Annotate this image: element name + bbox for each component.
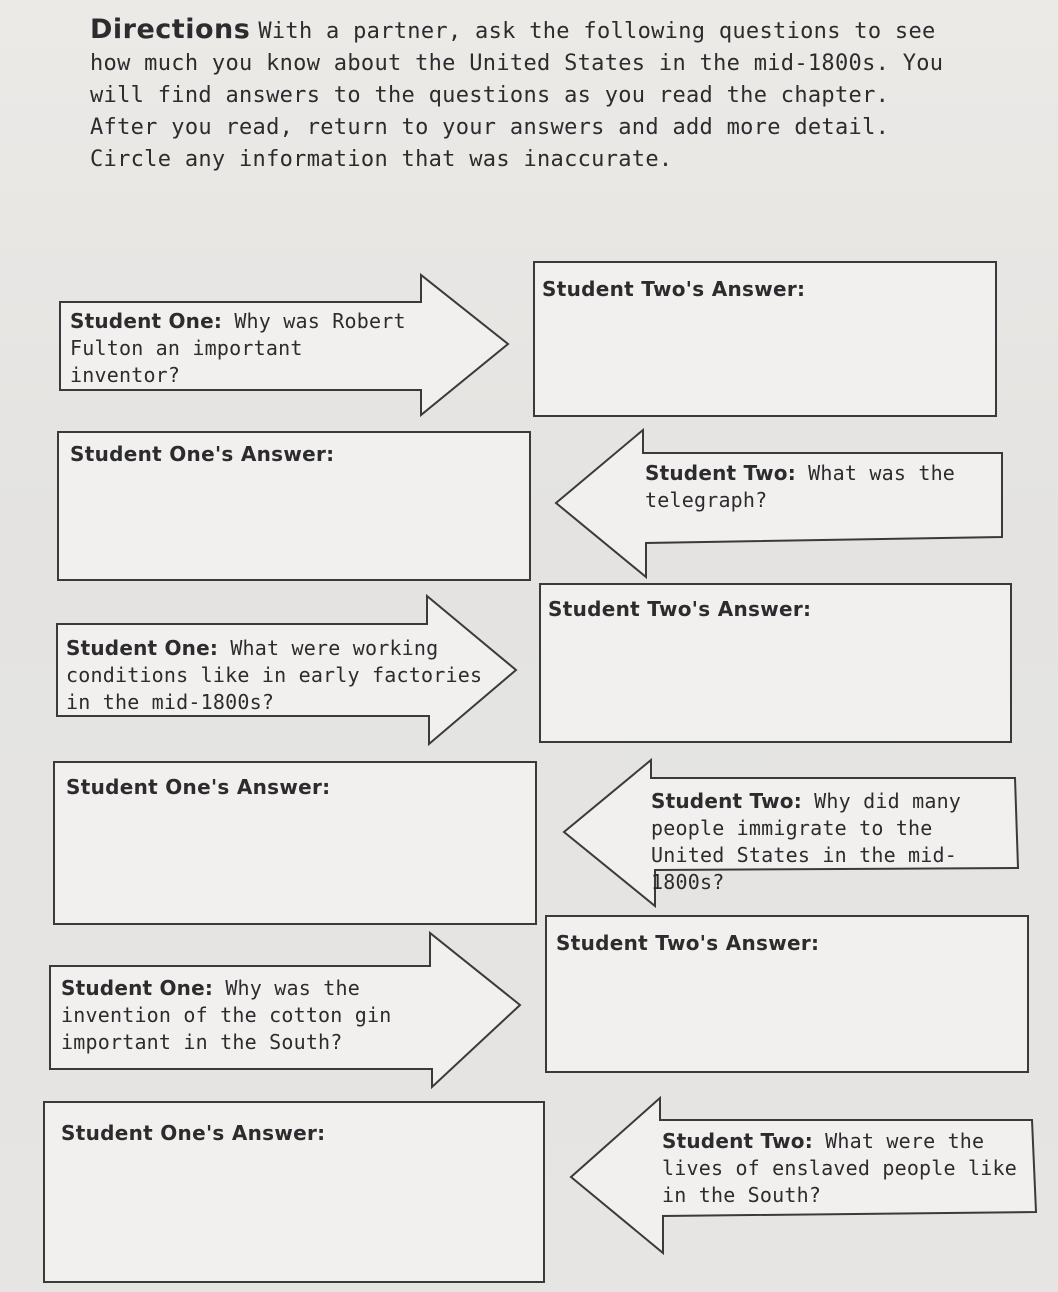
student-two-answer-label-3: Student Two's Answer:: [556, 931, 820, 955]
student-one-answer-label-1: Student One's Answer:: [70, 442, 335, 466]
question-2: Student Two: What was the telegraph?: [645, 461, 956, 512]
question-1: Student One: Why was Robert Fulton an important inventor?: [70, 309, 406, 387]
directions-heading: Directions: [90, 14, 251, 45]
student-two-answer-label-2: Student Two's Answer:: [548, 597, 812, 621]
question-4: Student Two: Why did many people immigrate to the United States in the mid-1800s?: [651, 789, 962, 894]
directions-text: With a partner, ask the following questions to see how much you know about the United States in the mid-1800s. You will find answers to the questions as you read the chapter. After you read, return to your answers and add more detail. Circle any information that was inaccurate.: [90, 19, 944, 172]
question-3: Student One: What were working conditions like in early factories in the mid-1800s?: [66, 636, 483, 714]
student-one-answer-label-3: Student One's Answer:: [61, 1121, 326, 1145]
question-5: Student One: Why was the invention of the cotton gin important in the South?: [61, 976, 392, 1054]
student-one-answer-label-2: Student One's Answer:: [66, 775, 331, 799]
student-two-answer-label-1: Student Two's Answer:: [542, 277, 806, 301]
question-6: Student Two: What were the lives of enslaved people like in the South?: [662, 1129, 1017, 1207]
